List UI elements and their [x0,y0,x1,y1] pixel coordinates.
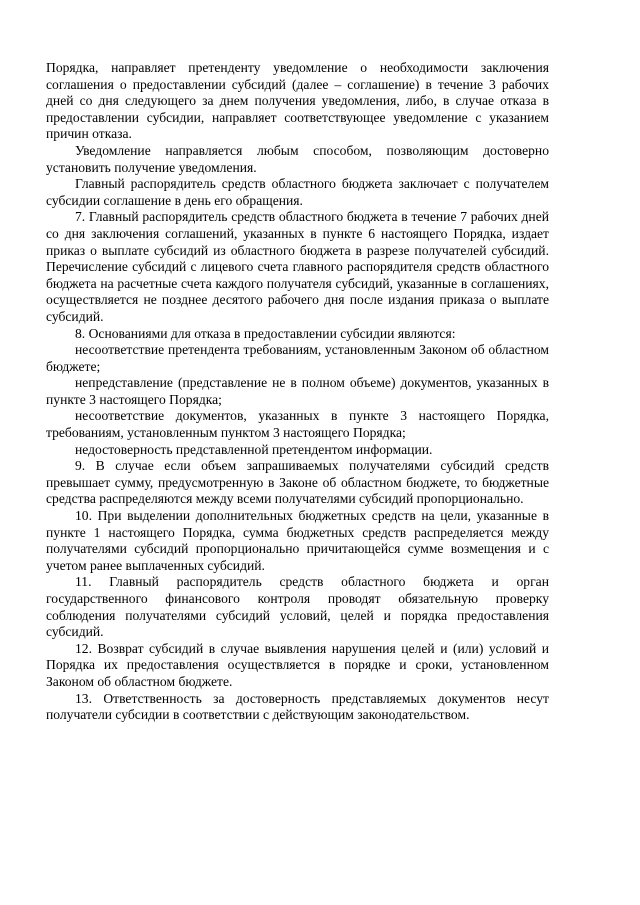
paragraph-refusal-reason-2: непредставление (представление не в полном объеме) документов, указанных в пункте 3 настоящего Порядка; [46,375,549,407]
paragraph-agreement-conclusion: Главный распорядитель средств областного бюджета заключает с получателем субсидии соглашение в день его обращения. [46,176,549,208]
paragraph-item-11: 11. Главный распорядитель средств областного бюджета и орган государственного финансового контроля проводят обязательную проверку соблюдения получателями субсидий условий, целей и порядка предоставления субсидий. [46,574,549,640]
paragraph-item-10: 10. При выделении дополнительных бюджетных средств на цели, указанные в пункте 1 настоящего Порядка, сумма бюджетных средств распределяется между получателями субсидий пропорционально причитающейся сумме возмещения и с учетом ранее выплаченных субсидий. [46,508,549,573]
paragraph-item-12: 12. Возврат субсидий в случае выявления нарушения целей и (или) условий и Порядка их предоставления осуществляется в порядке и сроки, установленном Законом об областном бюджете. [46,640,549,689]
paragraph-item-9: 9. В случае если объем запрашиваемых получателями субсидий средств превышает сумму, предусмотренную в Законе об областном бюджете, то бюджетные средства распределяются между всеми получателями субсидий пропорционально. [46,458,549,507]
paragraph-item-13: 13. Ответственность за достоверность представляемых документов несут получатели субсидии в соответствии с действующим законодательством. [46,690,549,723]
document-page [46,60,549,724]
paragraph-item-7: 7. Главный распорядитель средств областного бюджета в течение 7 рабочих дней со дня заключения соглашений, указанных в пункте 6 настоящего Порядка, издает приказ о выплате субсидий из областного бюджета в разрезе получателей субсидий. Перечисление субсидий с лицевого счета главного распорядителя средств областного бюджета на расчетные счета каждого получателя субсидий, указанные в соглашениях, осуществляется не позднее десятого рабочего дня после издания приказа о выплате субсидий. [46,209,549,324]
paragraph-notification-method: Уведомление направляется любым способом, позволяющим достоверно установить получение уведомления. [46,142,549,175]
paragraph-refusal-reason-3: несоответствие документов, указанных в пункте 3 настоящего Порядка, требованиям, установленным пунктом 3 настоящего Порядка; [46,408,549,441]
paragraph-refusal-reason-4: недостоверность представленной претендентом информации. [75,441,433,457]
paragraph-notification-procedure: Порядка, направляет претенденту уведомление о необходимости заключения соглашения о предоставлении субсидий (далее – соглашение) в течение 3 рабочих дней со дня следующего за днем получения уведомления, либо, в случае отказа в предоставлении субсидии, направляет соответствующее уведомление с указанием причин отказа. [46,60,549,142]
paragraph-item-8: 8. Основаниями для отказа в предоставлении субсидии являются: [75,325,456,341]
paragraph-refusal-reason-1: несоответствие претендента требованиям, установленным Законом об областном бюджете; [46,342,549,374]
